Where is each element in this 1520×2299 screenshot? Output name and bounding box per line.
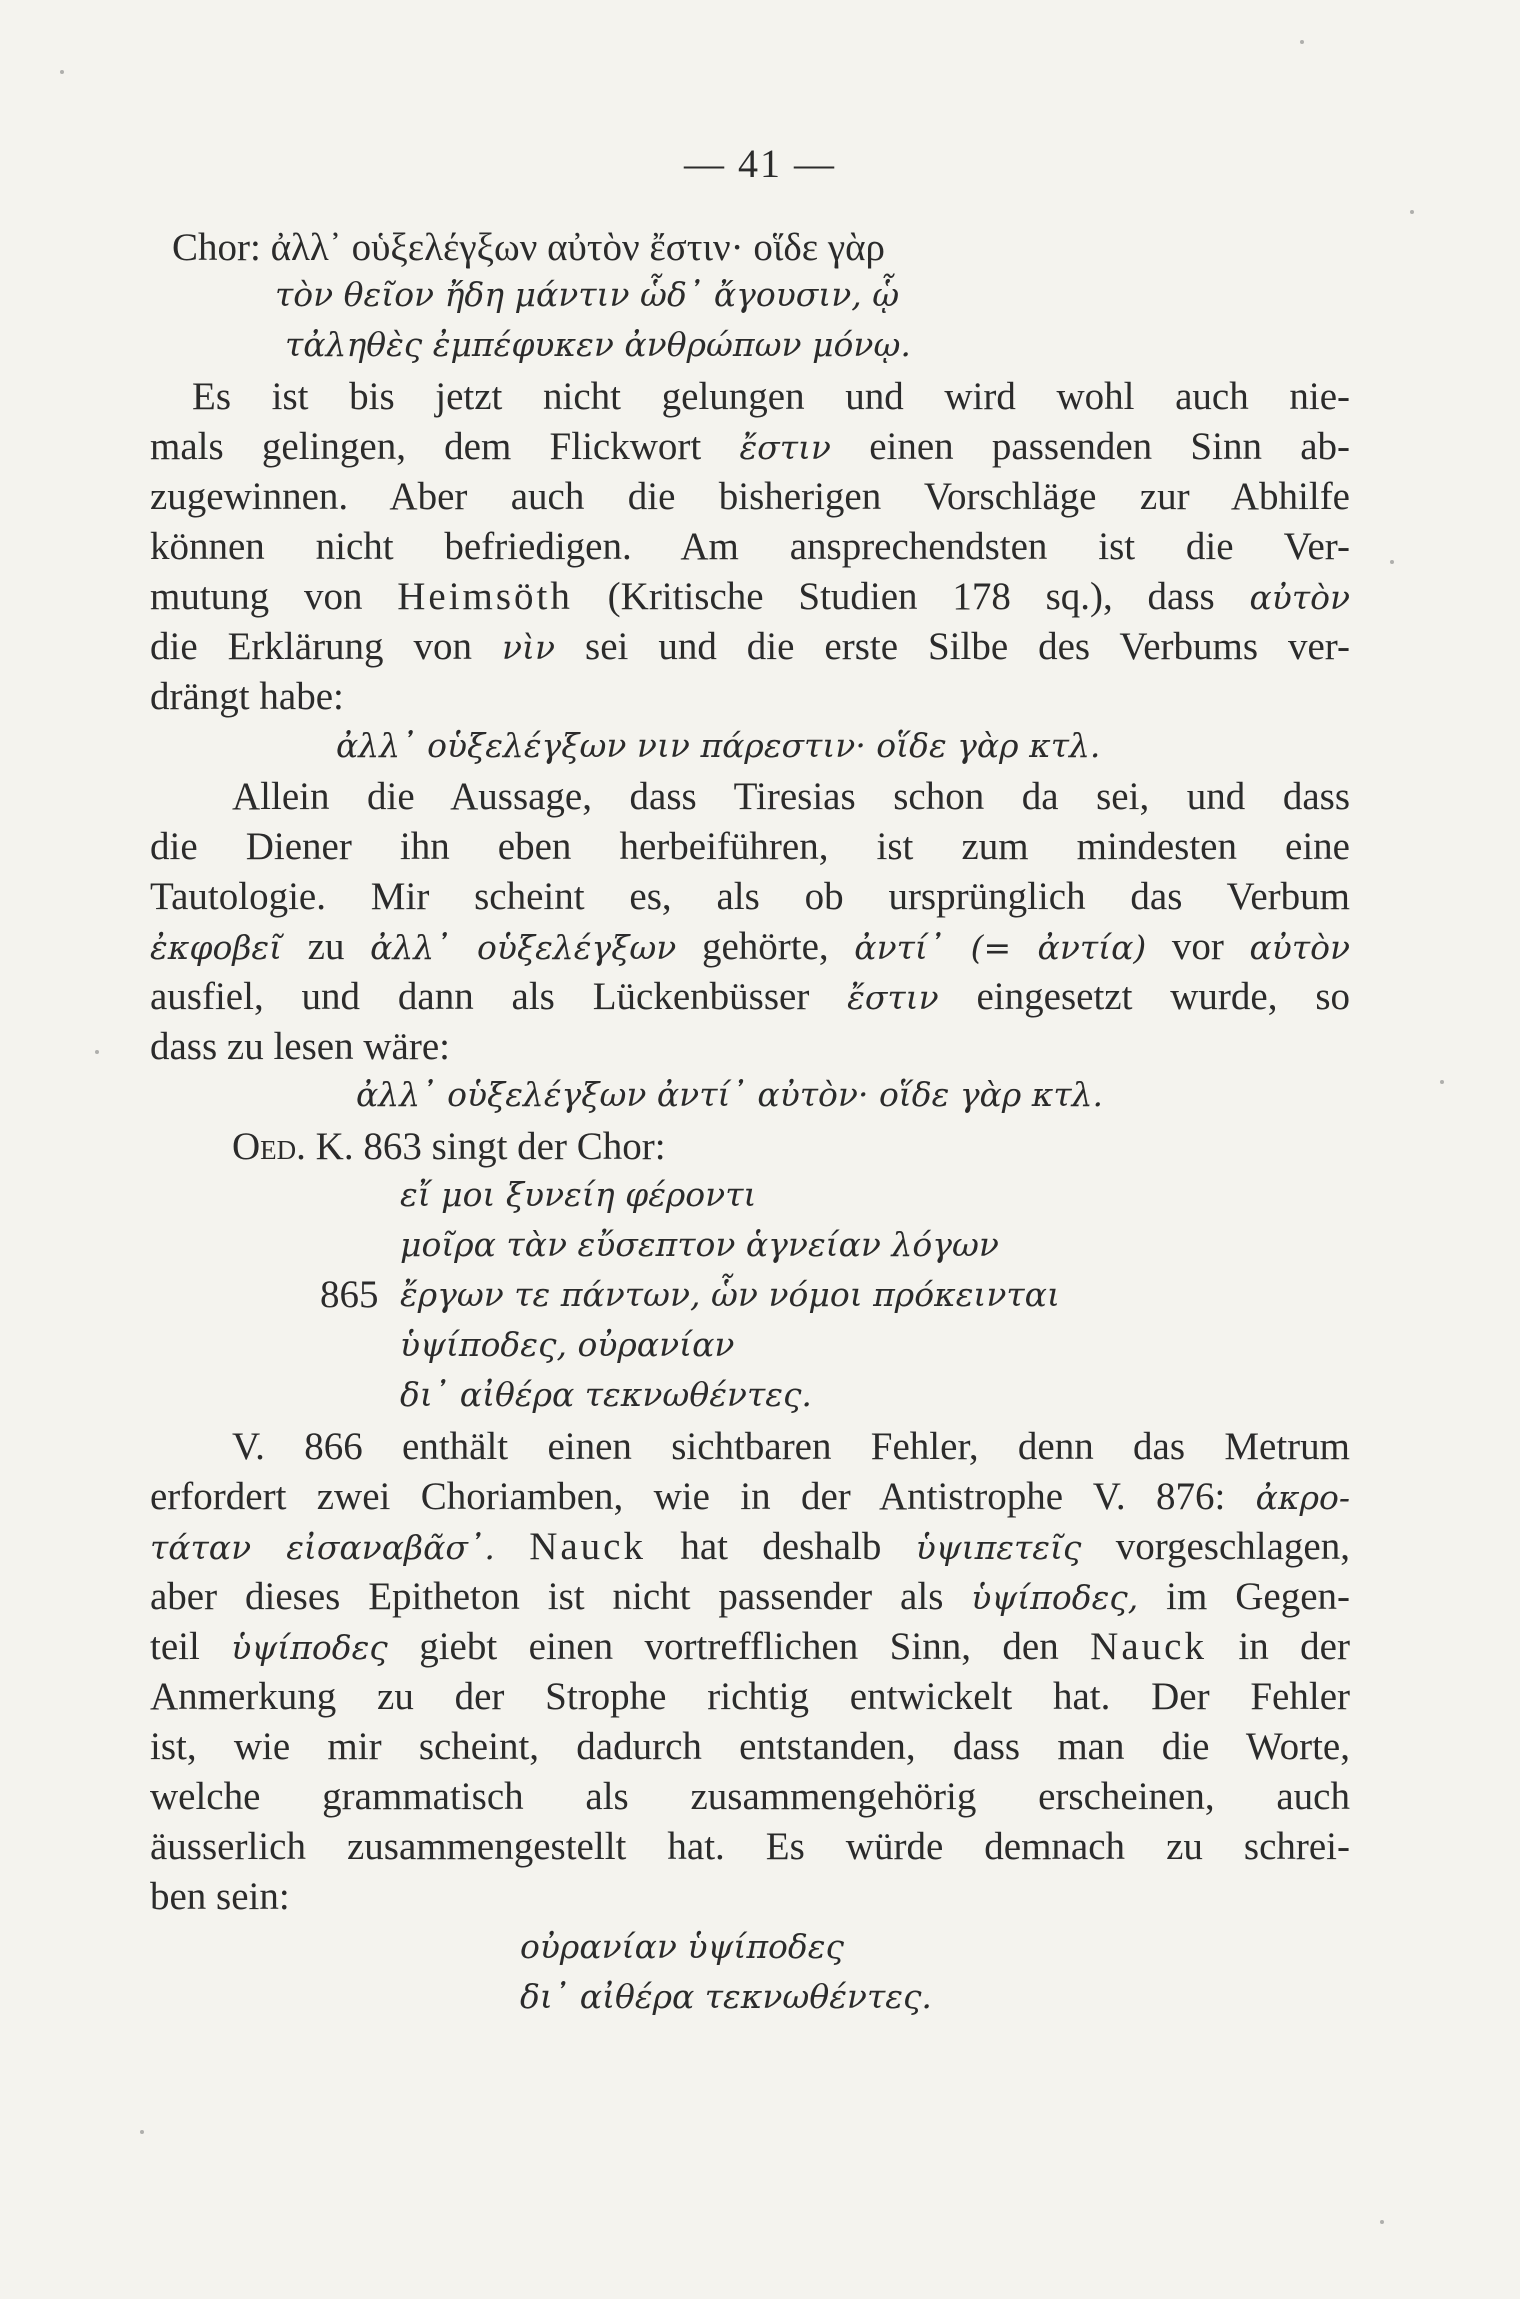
paragraph-line: dass zu lesen wäre: — [150, 1025, 450, 1068]
paragraph-line: können nicht befriedigen. Am ansprechendsten ist die Ver- — [150, 525, 1350, 568]
paragraph-line: mals gelingen, dem Flickwort ἔστιν einen passenden Sinn ab- — [150, 425, 1350, 468]
paragraph-line: welche grammatisch als zusammengehörig erscheinen, auch — [150, 1775, 1350, 1818]
paragraph-line: äusserlich zusammengestellt hat. Es würde demnach zu schrei- — [150, 1825, 1350, 1868]
verse-number: 865 — [320, 1273, 379, 1316]
paragraph-line: ausfiel, und dann als Lückenbüsser ἔστιν eingesetzt wurde, so — [150, 975, 1350, 1018]
verse-line: δι᾽ αἰθέρα τεκνωθέντες. — [400, 1375, 812, 1414]
paragraph-line: Es ist bis jetzt nicht gelungen und wird wohl auch nie- — [192, 375, 1350, 418]
scan-speck — [140, 2130, 144, 2134]
work-abbreviation: Oed. — [232, 1125, 306, 1168]
chorus-quote-line-1: Chor: ἀλλ᾽ οὑξελέγξων αὐτὸν ἔστιν· οἵδε γὰρ — [172, 226, 885, 269]
greek-term: νὶν — [502, 628, 556, 667]
greek-citation: δι᾽ αἰθέρα τεκνωθέντες. — [520, 1977, 932, 2016]
scan-speck — [1390, 560, 1394, 564]
scan-speck — [1380, 2220, 1384, 2224]
verse-line: ὑψίποδες, οὐρανίαν — [400, 1325, 735, 1364]
paragraph-line: teil ὑψίποδες giebt einen vortrefflichen Sinn, den Nauck in der — [150, 1625, 1350, 1668]
scan-speck — [60, 70, 64, 74]
paragraph-line: die Diener ihn eben herbeiführen, ist zum mindesten eine — [150, 825, 1350, 868]
verse-line: εἴ μοι ξυνείη φέροντι — [400, 1175, 757, 1214]
scan-speck — [1440, 1080, 1444, 1084]
paragraph-line: V. 866 enthält einen sichtbaren Fehler, denn das Metrum — [232, 1425, 1350, 1468]
paragraph-line: erfordert zwei Choriamben, wie in der Antistrophe V. 876: ἀκρο- — [150, 1475, 1350, 1518]
greek-term: ἔστιν — [739, 428, 831, 467]
greek-term: ἔστιν — [847, 978, 939, 1017]
paragraph-line: zugewinnen. Aber auch die bisherigen Vorschläge zur Abhilfe — [150, 475, 1350, 518]
paragraph-line: drängt habe: — [150, 675, 344, 718]
paragraph-line: die Erklärung von νὶν sei und die erste Silbe des Verbums ver- — [150, 625, 1350, 668]
paragraph-line: aber dieses Epitheton ist nicht passender als ὑψίποδες, im Gegen- — [150, 1575, 1350, 1618]
paragraph-line: ben sein: — [150, 1875, 290, 1918]
paragraph-line: mutung von Heimsöth (Kritische Studien 178 sq.), dass αὐτὸν — [150, 575, 1350, 618]
greek-citation: ἀλλ᾽ οὑξελέγξων ἀντί᾽ αὐτὸν· οἵδε γὰρ κτλ. — [356, 1075, 1104, 1114]
greek-citation: οὐρανίαν ὑψίποδες — [520, 1927, 844, 1966]
paragraph-line: ist, wie mir scheint, dadurch entstanden, dass man die Worte, — [150, 1725, 1350, 1768]
scan-speck — [1410, 210, 1414, 214]
chorus-quote-line-2: τὸν θεῖον ἤδη μάντιν ὧδ᾽ ἄγουσιν, ᾧ — [275, 275, 900, 314]
author-name: Heimsöth — [397, 575, 573, 618]
verse-line: μοῖρα τὰν εὔσεπτον ἁγνείαν λόγων — [400, 1225, 999, 1264]
greek-term: αὐτὸν — [1249, 578, 1350, 617]
chorus-quote-line-3: τἀληθὲς ἐμπέφυκεν ἀνθρώπων μόνῳ. — [285, 325, 911, 364]
paragraph-line: τάταν εἰσαναβᾶσ᾽. Nauck hat deshalb ὑψιπετεῖς vorgeschlagen, — [150, 1525, 1350, 1568]
paragraph-line: Tautologie. Mir scheint es, als ob ursprünglich das Verbum — [150, 875, 1350, 918]
author-name: Nauck — [1090, 1625, 1207, 1668]
author-name: Nauck — [529, 1525, 646, 1568]
scan-speck — [1300, 40, 1304, 44]
paragraph-line: Anmerkung zu der Strophe richtig entwickelt hat. Der Fehler — [150, 1675, 1350, 1718]
page-number: — 41 — — [684, 141, 836, 186]
paragraph-line: ἐκφοβεῖ zu ἀλλ᾽ οὑξελέγξων gehörte, ἀντί᾽ (= ἀντία) vor αὐτὸν — [150, 925, 1350, 968]
greek-citation: ἀλλ᾽ οὑξελέγξων νιν πάρεστιν· οἵδε γὰρ κτλ. — [336, 726, 1101, 765]
scan-speck — [95, 1050, 99, 1054]
paragraph-line: Allein die Aussage, dass Tiresias schon da sei, und dass — [232, 775, 1350, 818]
paragraph-line: Oed. K. 863 singt der Chor: — [232, 1125, 666, 1168]
verse-line: ἔργων τε πάντων, ὧν νόμοι πρόκεινται — [400, 1275, 1060, 1314]
